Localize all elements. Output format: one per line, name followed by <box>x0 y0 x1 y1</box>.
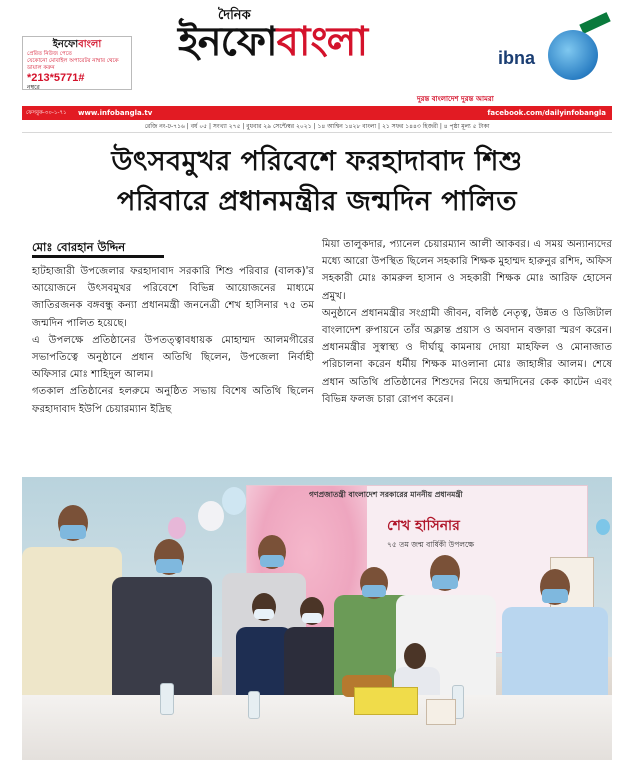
framed-photo <box>426 699 456 725</box>
cake-box <box>354 687 418 715</box>
table-cloth <box>22 695 612 760</box>
paragraph: গতকাল প্রতিষ্ঠানের হলরুমে অনুষ্ঠিত সভায় বিশেষ অতিথি ছিলেন ফরহাদাবাদ ইউপি চেয়ারম্যান ইদ্রিছ <box>32 386 314 415</box>
person-head <box>404 643 426 669</box>
hand-sanitizer-bottle <box>248 691 260 719</box>
facebook-link[interactable]: facebook.com/dailyinfobangla <box>487 109 606 117</box>
ibna-logo <box>498 28 606 86</box>
ussd-ad-box <box>22 36 132 90</box>
logo-small-text: দৈনিক <box>218 8 251 23</box>
ad-line-1: প্রেরিত নিউজ পেতে <box>27 51 72 57</box>
person-figure <box>22 547 122 707</box>
tagline: দুরন্ত বাংলাদেশ দুরন্ত আমরা <box>417 95 494 103</box>
banner-top-text: গণপ্রজাতন্ত্রী বাংলাদেশ সরকারের মাননীয় প্রধানমন্ত্রী <box>309 490 463 499</box>
event-photo <box>22 477 612 760</box>
face-mask <box>254 609 274 619</box>
person-figure <box>502 607 608 707</box>
ad-tail: নম্বরে <box>27 84 40 91</box>
hand-sanitizer-bottle <box>160 683 174 715</box>
paragraph: হাটহাজারী উপজেলার ফরহাদাবাদ সরকারি শিশু পরিবার (বালক)'র আয়োজনে উৎসবমুখর পরিবেশে বিভিন্ন আয়োজনের মাধ্যমে জাতিরজনক বঙ্গবন্ধু কন্যা প্রধানমন্ত্রী জননেত্রী শেখ হাসিনার ৭৫ তম জন্মদিন পালিত হয়েছে। <box>32 266 314 329</box>
paragraph: মিয়া তালুকদার, প্যানেল চেয়ারম্যান আলী আকবর। এ সময় অন্যান্যদের মধ্যে আরো উপস্থিত ছিলেন সহকারি শিক্ষক মুহাম্মদ হারুনুর রশিদ, অফিস সহকারী মোঃ কামরুল হাসান ও সহকারী শিক্ষক মোঃ আরিফ হোসেন প্রমুখ। <box>322 239 612 302</box>
face-mask <box>260 555 284 567</box>
logo-main-text: ইনফোবাংলা <box>178 19 368 65</box>
ad-brand: ইনফোবাংলা <box>52 39 102 50</box>
article-column-left <box>32 263 314 418</box>
byline: মোঃ বোরহান উদ্দিন <box>32 236 164 258</box>
face-mask <box>156 559 182 573</box>
balloon-decoration <box>198 501 224 531</box>
face-mask <box>362 585 386 597</box>
face-mask <box>60 525 86 539</box>
newspaper-logo <box>178 2 456 86</box>
paragraph: অনুষ্ঠানে প্রধানমন্ত্রীর সংগ্রামী জীবন, বলিষ্ঠ নেতৃত্ব, উন্নত ও ডিজিটাল বাংলাদেশ রুপায়নে তাঁর অক্লান্ত প্রয়াস ও অবদান বক্তারা স্মরণ করেন। প্রধানমন্ত্রীর সুস্বাস্থ্য ও দীর্ঘায়ু কামনায় দোয়া মাহফিল ও মোনাজাত পরিচালনা করেন ধর্মীয় শিক্ষক মাওলানা মোঃ জাহাঙ্গীর আলম। শেষে প্রধান অতিথি প্রতিষ্ঠানের শিশুদের নিয়ে জন্মদিনের কেক কাটেন এবং বিভিন্ন ফলজ চারা রোপণ করেন। <box>322 307 612 405</box>
globe-icon <box>548 30 598 80</box>
paragraph: এ উপলক্ষে প্রতিষ্ঠানের উপতত্ত্বাবধায়ক মোহাম্মদ আলমগীরের সভাপতিত্বে অনুষ্ঠানে প্রধান অতিথি ছিলেন, উপজেলা নির্বাহী অফিসার মোঃ শাহিদুল আলম। <box>32 334 314 381</box>
website-link[interactable]: www.infobangla.tv <box>78 109 153 117</box>
issue-number: ফেসবুক-৩০-১-৭১ <box>26 110 67 116</box>
banner-sub-text: ৭৫ তম জন্ম বার্ষিকী উপলক্ষে <box>387 540 475 549</box>
info-bar <box>22 95 612 120</box>
ad-line-2: যেকোনো মোবাইল অপারেটর নাম্বার থেকে ডায়াল করুন <box>27 58 119 71</box>
balloon-decoration <box>222 487 246 515</box>
article-column-right <box>322 236 612 408</box>
headline-line-2: পরিবারে প্রধানমন্ত্রীর জন্মদিন পালিত <box>116 186 518 217</box>
ibna-flag-icon <box>579 12 610 34</box>
banner-name-text: শেখ হাসিনার <box>387 518 460 534</box>
ibna-text: ibna <box>498 48 536 68</box>
balloon-decoration <box>168 517 186 539</box>
ad-ussd-code: *213*5771# <box>27 72 85 84</box>
face-mask <box>542 589 568 603</box>
article-headline <box>30 142 604 222</box>
balloon-decoration <box>596 519 610 535</box>
masthead <box>0 0 634 96</box>
face-mask <box>432 575 458 589</box>
dateline: রেজি নং-ঢ-৭১৬ | বর্ষ ০৫ | সংখ্যা ২৭৫ | বুধবার ২৯ সেপ্টেম্বর ২০২১ | ১৪ আশ্বিন ১৪২৮ বাংলা | ২১ সফর ১৪৪৩ হিজরী | ৪ পৃষ্ঠা মূল্য ৫ টাকা <box>22 121 612 133</box>
face-mask <box>302 613 322 623</box>
headline-line-1: উৎসবমুখর পরিবেশে ফরহাদাবাদ শিশু <box>111 146 523 177</box>
